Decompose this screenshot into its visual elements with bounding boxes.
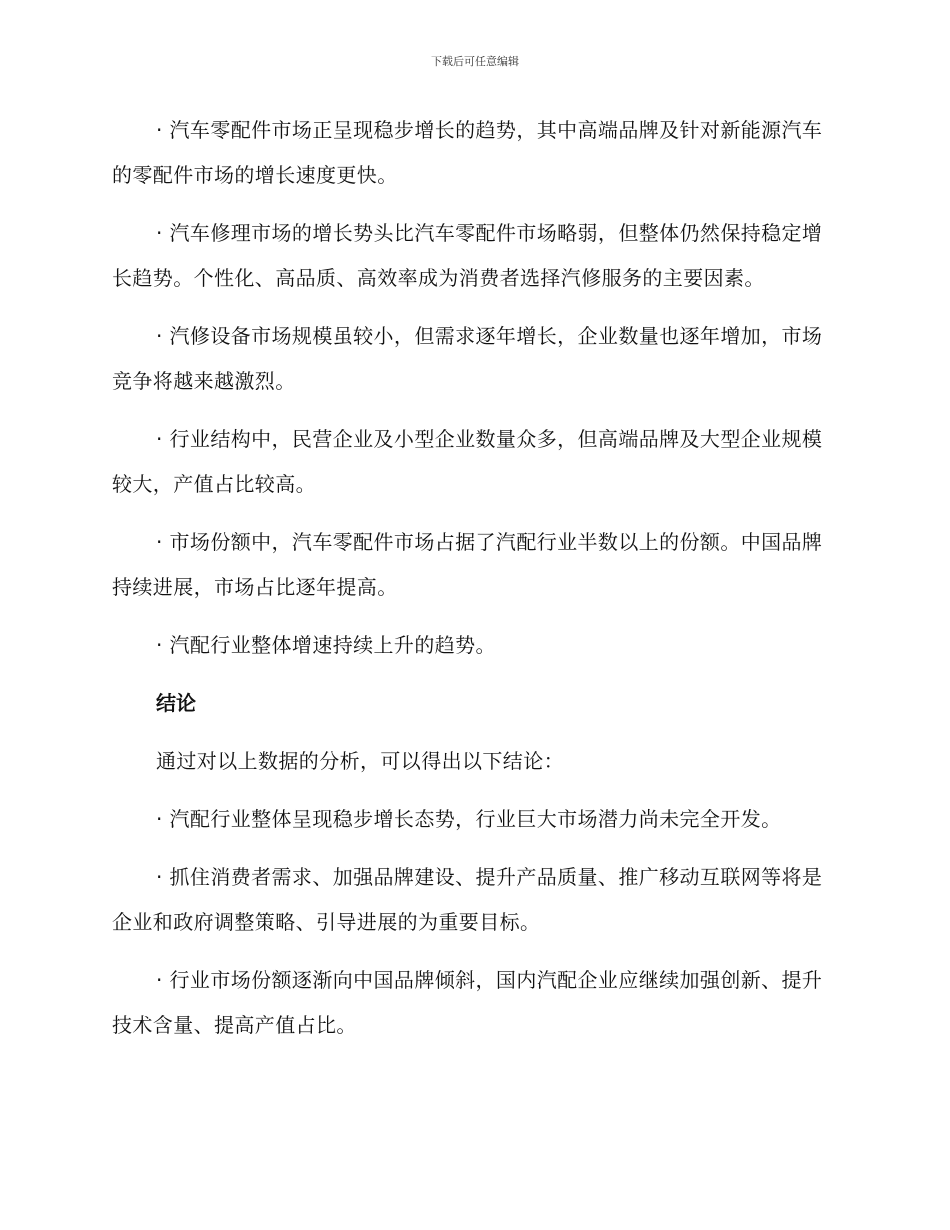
conclusion-point-1: · 汽配行业整体呈现稳步增长态势，行业巨大市场潜力尚未完全开发。: [156, 807, 782, 831]
paragraph-industry-structure: · 行业结构中，民营企业及小型企业数量众多，但高端品牌及大型企业规模较大，产值占比较高。: [112, 427, 823, 496]
paragraph-growth-trend: · 汽配行业整体增速持续上升的趋势。: [156, 633, 496, 657]
paragraph-equipment-market: · 汽修设备市场规模虽较小，但需求逐年增长，企业数量也逐年增加，市场竞争将越来越激烈。: [112, 324, 823, 393]
paragraph-parts-market: · 汽车零配件市场正呈现稳步增长的趋势，其中高端品牌及针对新能源汽车的零配件市场的增长速度更快。: [112, 118, 823, 187]
conclusion-intro: 通过对以上数据的分析，可以得出以下结论：: [156, 749, 564, 773]
paragraph-repair-market: · 汽车修理市场的增长势头比汽车零配件市场略弱，但整体仍然保持稳定增长趋势。个性化、高品质、高效率成为消费者选择汽修服务的主要因素。: [112, 221, 823, 290]
section-heading-conclusion: 结论: [156, 691, 196, 715]
paragraph-market-share: · 市场份额中，汽车零配件市场占据了汽配行业半数以上的份额。中国品牌持续进展，市场占比逐年提高。: [112, 530, 823, 599]
conclusion-point-3: · 行业市场份额逐渐向中国品牌倾斜，国内汽配企业应继续加强创新、提升技术含量、提高产值占比。: [112, 968, 823, 1037]
conclusion-point-2: · 抓住消费者需求、加强品牌建设、提升产品质量、推广移动互联网等将是企业和政府调整策略、引导进展的为重要目标。: [112, 865, 823, 934]
page-header-note: 下载后可任意编辑: [431, 55, 519, 68]
document-body: [112, 108, 824, 1061]
